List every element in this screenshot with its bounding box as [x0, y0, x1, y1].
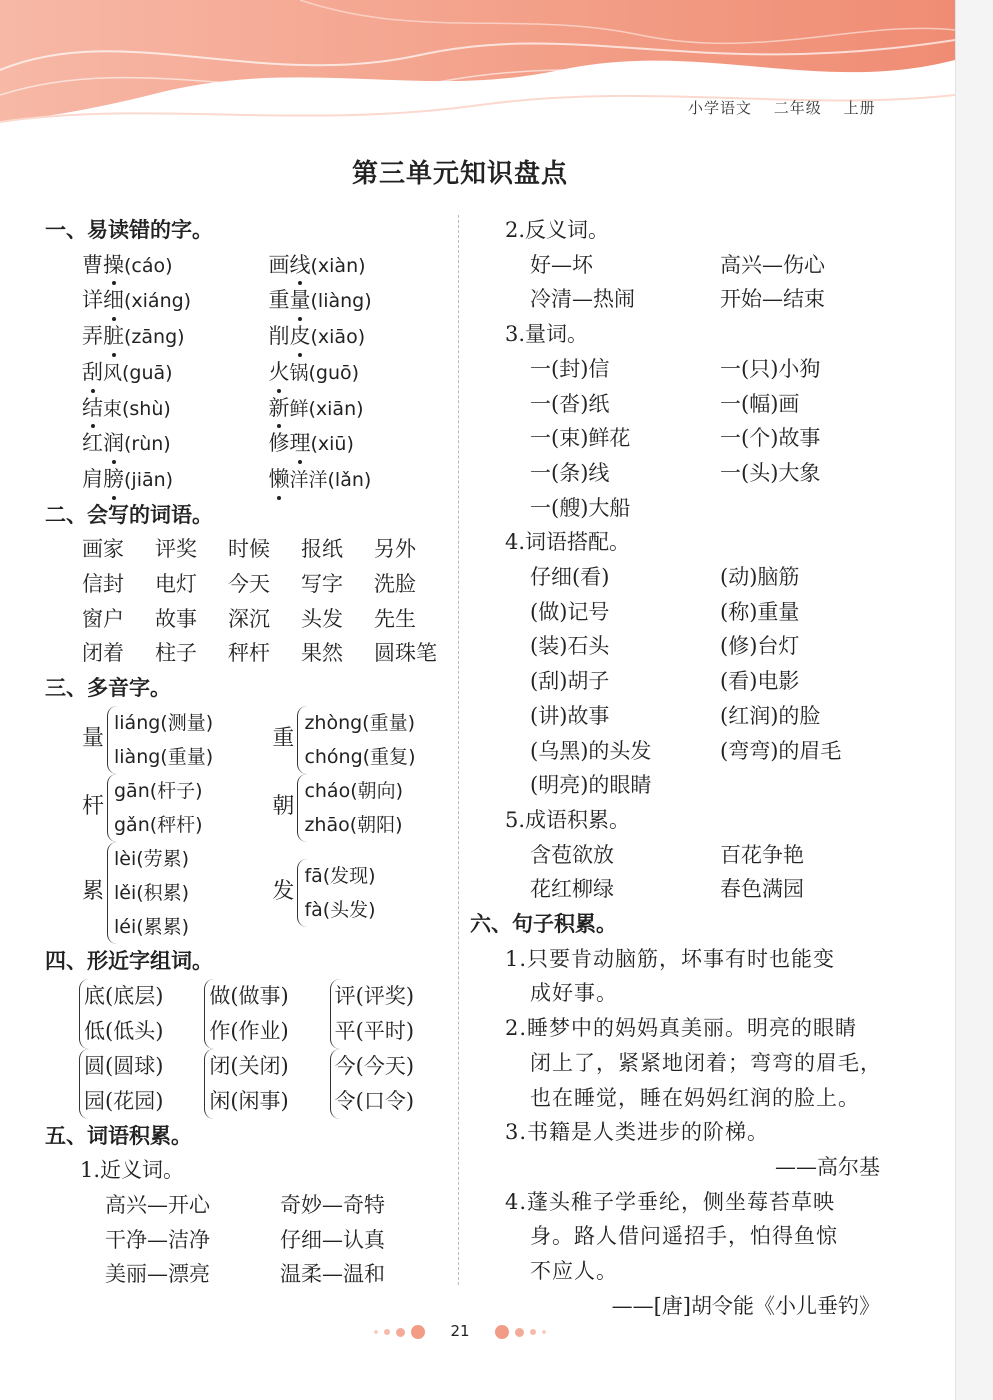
pinyin-reading: (rùn) [124, 433, 171, 456]
word-row [82, 319, 455, 355]
dotted-char: 理 [290, 426, 311, 461]
polyphone-row [79, 706, 455, 774]
dotted-char: 新 [269, 391, 290, 426]
pair-row [530, 595, 910, 630]
subsection-heading: 1.近义词。 [80, 1158, 185, 1183]
vocab-word: 另外 [374, 537, 416, 562]
reading-item: gǎn(秤杆) [114, 813, 203, 836]
pair-word: 仔细—认真 [280, 1227, 385, 1252]
similar-word: 作(作业) [209, 1018, 289, 1043]
grade-label: 二年级 [773, 99, 822, 117]
pinyin-reading: (xiàn) [310, 254, 366, 277]
reading-item: zhāo(朝阳) [304, 813, 403, 836]
word-row [82, 283, 455, 319]
pinyin-reading: (liàng) [310, 290, 372, 313]
pair-word: 高兴—开心 [105, 1192, 210, 1217]
pair-word: 百花争艳 [720, 842, 804, 867]
polyphone-char: 朝 [272, 794, 295, 820]
misread-chars-list [45, 248, 455, 498]
pair-row [530, 699, 910, 734]
pair-word: 一(个)故事 [720, 426, 821, 451]
page-title: 第三单元知识盘点 [351, 159, 568, 189]
pinyin-reading: 束(shù) [103, 397, 171, 420]
sentence-line: 也在睡觉，睡在妈妈红润的脸上。 [530, 1085, 860, 1110]
pair-row [530, 491, 910, 526]
polyphone-group [269, 859, 455, 927]
subsection-heading: 3.量词。 [505, 322, 589, 347]
pair-word: (刮)胡子 [530, 669, 610, 694]
section-heading: 五、词语积累。 [45, 1122, 192, 1148]
vocab-word: 头发 [301, 606, 343, 631]
reading-item: lěi(积累) [114, 881, 190, 904]
misread-word [269, 462, 456, 498]
vocab-word: 报纸 [301, 537, 343, 562]
pair-row [530, 282, 910, 317]
reading-brace [297, 859, 375, 927]
pair-row [530, 421, 910, 456]
misread-word [269, 391, 456, 427]
dotted-char: 量 [290, 283, 311, 318]
pair-word: (弯弯)的眉毛 [720, 738, 842, 763]
pinyin-reading: (xiū) [310, 433, 354, 456]
reading-item: liàng(重量) [114, 745, 214, 768]
page-edge [955, 0, 993, 1400]
reading-item: gān(杆子) [114, 779, 203, 802]
pinyin-reading: (cáo) [124, 254, 173, 277]
word-row [82, 355, 455, 391]
similar-word: 园(花园) [84, 1088, 164, 1113]
pair-word: (称)重量 [720, 599, 800, 624]
pair-row [530, 456, 910, 491]
vocab-word: 信封 [82, 572, 124, 597]
pair-word: 仔细(看) [530, 565, 610, 590]
reading-item: chóng(重复) [304, 745, 416, 768]
similar-word: 平(平时) [334, 1018, 415, 1043]
pair-word: 一(幅)画 [720, 391, 800, 416]
pair-word: 春色满园 [720, 877, 804, 902]
word-prefix: 肩 [82, 466, 103, 491]
vocab-word: 写字 [301, 572, 343, 597]
polyphone-char: 重 [272, 726, 295, 752]
pair-word: (讲)故事 [530, 703, 610, 728]
vocab-word: 闭着 [82, 641, 124, 666]
pair-row [530, 838, 910, 873]
similar-row [79, 1049, 455, 1119]
word-row [82, 532, 455, 567]
misread-word [269, 283, 456, 319]
sentence-item [505, 1011, 910, 1115]
footer-dots-right [492, 1323, 549, 1341]
header-banner [0, 0, 955, 155]
pinyin-reading: 锅(guō) [289, 361, 360, 384]
dotted-char: 火 [269, 355, 290, 390]
reading-brace [297, 774, 403, 842]
word-row [82, 391, 455, 427]
reading-brace [107, 706, 213, 774]
pair-word [720, 491, 910, 526]
pair-word: (看)电影 [720, 669, 800, 694]
vocab-word: 深沉 [228, 606, 270, 631]
similar-chars-grid [45, 979, 455, 1119]
word-row [82, 462, 455, 498]
quote-source: ——[唐]胡令能《小儿垂钓》 [611, 1293, 880, 1318]
synonym-list [45, 1188, 455, 1292]
misread-word [82, 462, 269, 498]
sentence-line: 成好事。 [530, 981, 618, 1006]
section-heading: 四、形近字组词。 [45, 947, 213, 973]
polyphone-group [269, 706, 455, 774]
word-pairing-list [470, 560, 910, 803]
dotted-char: 结 [82, 391, 103, 426]
pair-word: (装)石头 [530, 634, 610, 659]
banner-wave-graphic [0, 0, 955, 155]
idiom-list [470, 838, 910, 907]
pair-row [105, 1257, 455, 1292]
vocab-word: 洗脸 [374, 572, 416, 597]
polyphone-row [79, 774, 455, 842]
vocab-word: 窗户 [82, 606, 124, 631]
similar-word: 做(做事) [209, 983, 289, 1008]
misread-word [269, 319, 456, 355]
pair-word: (动)脑筋 [720, 565, 800, 590]
vocab-word: 圆珠笔 [374, 641, 437, 666]
pair-word: (红润)的脸 [720, 703, 821, 728]
polyphone-group [79, 774, 269, 842]
sentence-item [505, 942, 910, 1011]
section-heading: 一、易读错的字。 [45, 217, 213, 242]
similar-word: 令(口令) [334, 1088, 415, 1113]
polyphone-row [79, 842, 455, 944]
similar-word: 闲(闲事) [209, 1088, 289, 1113]
pinyin-reading: 风(guā) [103, 361, 173, 384]
similar-pair [330, 979, 449, 1049]
pair-row [530, 872, 910, 907]
subsection-heading: 5.成语积累。 [505, 807, 631, 832]
section-heading: 三、多音字。 [45, 675, 171, 701]
subsection-heading: 4.词语搭配。 [505, 530, 631, 555]
similar-pair [79, 1049, 198, 1119]
pair-row [530, 387, 910, 422]
reading-item: cháo(朝向) [304, 779, 404, 802]
word-prefix: 曹 [82, 252, 103, 277]
word-prefix: 修 [268, 431, 290, 456]
polyphone-list [45, 706, 455, 944]
sentence-line: 1.只要肯动脑筋，坏事有时也能变 [505, 946, 836, 971]
measure-word-list [470, 352, 910, 526]
subject-label: 小学语文 [688, 99, 753, 117]
pinyin-reading: (zāng) [124, 326, 185, 349]
similar-word: 底(底层) [84, 983, 164, 1008]
similar-word: 圆(圆球) [84, 1053, 164, 1078]
reading-item: léi(累累) [114, 915, 190, 938]
word-prefix: 画 [268, 252, 290, 277]
pair-word: 温柔—温和 [280, 1262, 385, 1287]
polyphone-char: 累 [81, 879, 104, 905]
polyphone-char: 杆 [81, 794, 104, 820]
misread-word [269, 248, 456, 284]
vocab-word: 画家 [82, 537, 124, 562]
vocab-word: 果然 [301, 641, 343, 666]
vocab-word: 柱子 [155, 641, 197, 666]
pair-word: (做)记号 [530, 599, 610, 624]
word-row [82, 426, 455, 462]
pinyin-reading: 洋洋(lǎn) [289, 468, 372, 491]
volume-label: 上册 [843, 99, 876, 117]
footer-dots-left [371, 1323, 428, 1341]
pair-row [530, 560, 910, 595]
pair-word: 美丽—漂亮 [105, 1262, 210, 1287]
pair-word: 一(只)小狗 [720, 356, 821, 381]
pinyin-reading: (xiāo) [310, 326, 366, 349]
similar-word: 低(低头) [84, 1018, 164, 1043]
pinyin-reading: (xiáng) [124, 290, 192, 313]
word-prefix: 详 [82, 288, 103, 313]
vocab-word: 秤杆 [228, 641, 270, 666]
misread-word [82, 248, 269, 284]
polyphone-char: 量 [81, 726, 104, 752]
misread-word [82, 426, 269, 462]
misread-word [82, 319, 269, 355]
reading-brace [297, 706, 415, 774]
misread-word [269, 426, 456, 462]
pair-word: 高兴—伤心 [720, 252, 825, 277]
dotted-char: 刮 [82, 355, 103, 390]
polyphone-group [269, 774, 455, 842]
word-row [82, 248, 455, 284]
column-divider [458, 215, 459, 1285]
reading-item: zhòng(重量) [304, 711, 416, 734]
pair-word: 一(封)信 [530, 356, 610, 381]
pair-word: 一(艘)大船 [530, 495, 631, 520]
sentence-item [505, 1115, 910, 1150]
word-prefix: 削 [268, 324, 290, 349]
pair-row [530, 768, 910, 803]
pair-word: 干净—洁净 [105, 1227, 210, 1252]
vocab-word: 评奖 [155, 537, 197, 562]
reading-brace [107, 774, 203, 842]
section-heading: 二、会写的词语。 [45, 501, 213, 527]
pair-word: 一(条)线 [530, 460, 610, 485]
similar-word: 闭(关闭) [209, 1053, 289, 1078]
sentence-line: 不应人。 [530, 1259, 618, 1284]
similar-pair [204, 1049, 323, 1119]
writing-words-grid [45, 532, 455, 671]
vocab-word: 时候 [228, 537, 270, 562]
pair-word: 一(沓)纸 [530, 391, 610, 416]
word-prefix: 红 [82, 431, 103, 456]
pair-word: 开始—结束 [720, 287, 825, 312]
dotted-char: 细 [103, 283, 124, 318]
sentence-line: 3.书籍是人类进步的阶梯。 [505, 1120, 770, 1145]
word-row [82, 602, 455, 637]
pair-row [530, 734, 910, 769]
word-prefix: 重 [268, 288, 290, 313]
similar-pair [79, 979, 198, 1049]
pinyin-reading: (jiān) [124, 468, 174, 491]
similar-word: 评(评奖) [334, 983, 415, 1008]
word-prefix: 弄 [82, 324, 103, 349]
pair-word: (乌黑)的头发 [530, 738, 652, 763]
misread-word [82, 355, 269, 391]
sentence-line: 4.蓬头稚子学垂纶，侧坐莓苔草映 [505, 1189, 836, 1214]
section-heading: 六、句子积累。 [470, 911, 617, 937]
pair-word: 好—坏 [530, 252, 593, 277]
word-row [82, 567, 455, 602]
reading-item: lèi(劳累) [114, 847, 190, 870]
pair-word [720, 768, 910, 803]
misread-word [269, 355, 456, 391]
pair-word: (修)台灯 [720, 634, 800, 659]
dotted-char: 膀 [103, 462, 124, 497]
header-meta [688, 97, 892, 118]
similar-word: 今(今天) [334, 1053, 415, 1078]
pair-row [530, 664, 910, 699]
sentence-line: 身。路人借问遥招手，怕得鱼惊 [530, 1224, 838, 1249]
quote-author: ——高尔基 [775, 1154, 880, 1179]
right-column [470, 213, 910, 1324]
similar-row [79, 979, 455, 1049]
dotted-char: 懒 [269, 462, 290, 497]
similar-pair [204, 979, 323, 1049]
subsection-heading: 2.反义词。 [505, 218, 610, 242]
similar-pair [330, 1049, 449, 1119]
dotted-char: 润 [103, 426, 124, 461]
dotted-char: 操 [103, 248, 124, 283]
pair-word: 冷清—热闹 [530, 287, 635, 312]
misread-word [82, 283, 269, 319]
misread-word [82, 391, 269, 427]
antonym-list [470, 248, 910, 317]
reading-item: liáng(测量) [114, 711, 214, 734]
pair-row [530, 629, 910, 664]
dotted-char: 脏 [103, 319, 124, 354]
polyphone-char: 发 [272, 879, 295, 905]
sentence-line: 闭上了，紧紧地闭着；弯弯的眉毛， [530, 1050, 882, 1075]
page-number: 21 [450, 1322, 470, 1340]
sentence-line: 2.睡梦中的妈妈真美丽。明亮的眼睛 [505, 1016, 858, 1041]
dotted-char: 线 [290, 248, 311, 283]
pair-word: 奇妙—奇特 [280, 1192, 385, 1217]
pinyin-reading: 鲜(xiān) [289, 397, 364, 420]
reading-brace [107, 842, 189, 944]
word-row [82, 636, 455, 671]
dotted-char: 皮 [290, 319, 311, 354]
reading-item: fà(头发) [304, 898, 376, 921]
pair-word: 一(束)鲜花 [530, 426, 631, 451]
pair-row [530, 248, 910, 283]
vocab-word: 今天 [228, 572, 270, 597]
vocab-word: 电灯 [155, 572, 197, 597]
reading-item: fā(发现) [304, 864, 376, 887]
pair-word: 含苞欲放 [530, 842, 614, 867]
pair-row [105, 1188, 455, 1223]
pair-word: 花红柳绿 [530, 877, 614, 902]
sentence-list [470, 942, 910, 1324]
pair-word: 一(头)大象 [720, 460, 821, 485]
page-footer [0, 1322, 920, 1341]
pair-row [530, 352, 910, 387]
pair-row [105, 1223, 455, 1258]
vocab-word: 先生 [374, 606, 416, 631]
vocab-word: 故事 [155, 606, 197, 631]
sentence-item [505, 1185, 910, 1289]
left-column [45, 213, 455, 1292]
polyphone-group [79, 706, 269, 774]
pair-word: (明亮)的眼睛 [530, 773, 652, 798]
polyphone-group [79, 842, 269, 944]
